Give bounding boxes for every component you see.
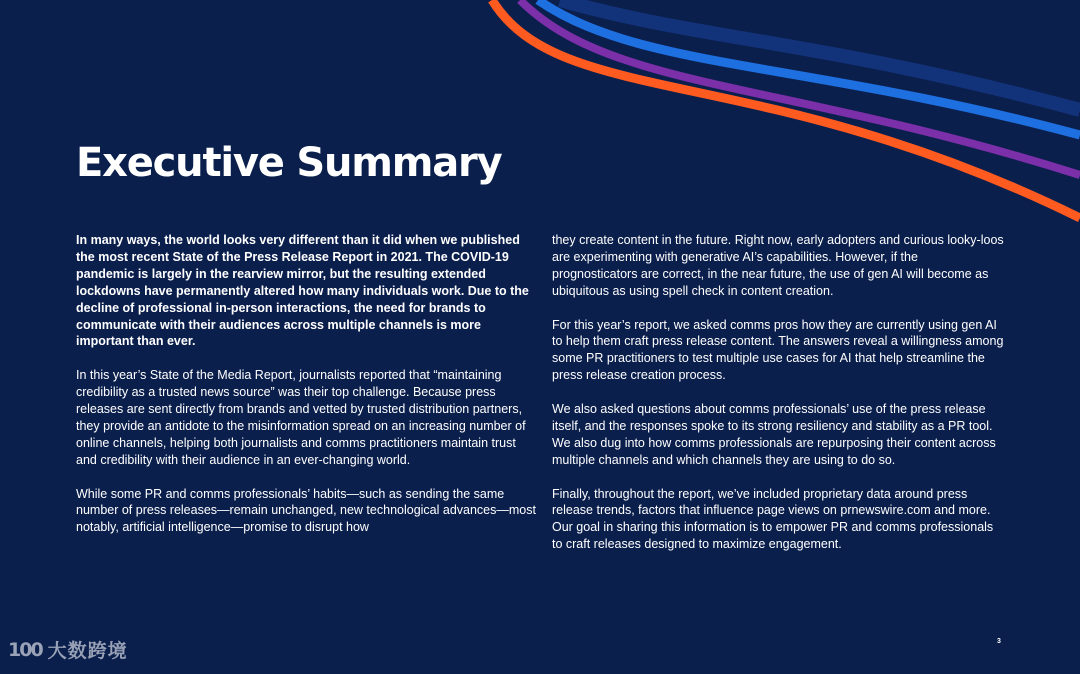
intro-paragraph: In many ways, the world looks very different than it did when we published the most recent State of the Press Release Report in 2021. The COVID-19 pandemic is largely in the rearview mirror, but the resulting extended lockdowns have permanently altered how many individuals work. Due to the decline of professional in-person interactions, the need for brands to communicate with their audiences across multiple channels is more important than ever. — [76, 233, 529, 349]
body-paragraph: For this year’s report, we asked comms pros how they are currently using gen AI to help them craft press release content. The answers reveal a willingness among some PR practitioners to test multiple use cases for AI that help streamline the press release creation process. — [552, 317, 1004, 383]
right-column — [552, 232, 1004, 570]
body-paragraph: While some PR and comms professionals’ habits—such as sending the same number of press releases—remain unchanged, new technological advances—most notably, artificial intelligence—promise to disrupt how — [76, 486, 536, 535]
swoosh-navy — [560, 0, 1080, 110]
watermark-logo: 100 — [8, 638, 42, 661]
watermark — [8, 636, 128, 663]
body-paragraph: Finally, throughout the report, we’ve included proprietary data around press release trends, factors that influence page views on prnewswire.com and more. Our goal in sharing this information is to empower PR and comms professionals to craft releases designed to maximize engagement. — [552, 486, 994, 552]
body-paragraph: In this year’s State of the Media Report, journalists reported that “maintaining credibility as a trusted news source” was their top challenge. Because press releases are sent directly from brands and vetted by trusted distribution partners, they provide an antidote to the misinformation spread on an increasing number of online channels, helping both journalists and comms practitioners maintain trust and credibility with their audience in an ever-changing world. — [76, 368, 526, 467]
page-number: 3 — [997, 638, 1001, 645]
page-title: Executive Summary — [76, 140, 502, 186]
body-paragraph: We also asked questions about comms professionals’ use of the press release itself, and the responses spoke to its strong resiliency and stability as a PR tool. We also dug into how comms professionals are repurposing their content across multiple channels and which channels they are using to do so. — [552, 402, 996, 467]
body-paragraph: they create content in the future. Right now, early adopters and curious looky-loos are experimenting with generative AI’s capabilities. However, if the prognosticators are correct, in the near future, the use of gen AI will become as ubiquitous as using spell check in content creation. — [552, 233, 1004, 298]
left-column — [76, 232, 536, 553]
watermark-text: 大数跨境 — [47, 640, 128, 662]
